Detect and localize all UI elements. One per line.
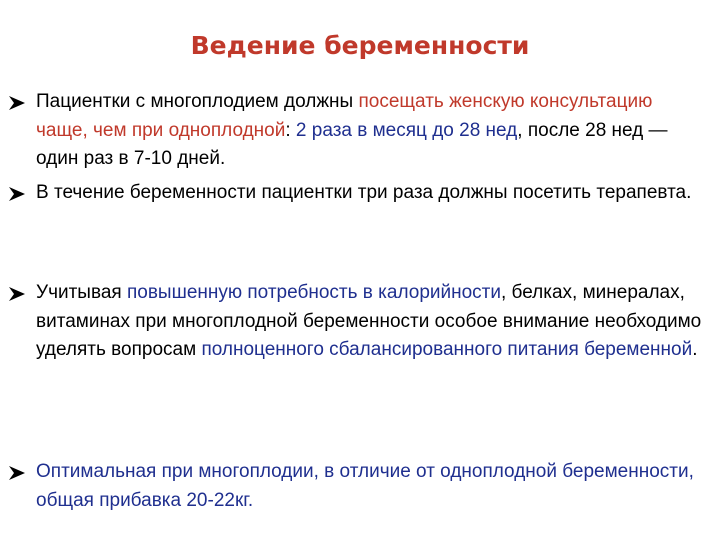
bullet-text <box>36 88 708 174</box>
bullet-item <box>8 279 708 365</box>
bullet-text <box>36 279 708 365</box>
bullet-item <box>8 88 708 174</box>
bullet-item <box>8 179 708 208</box>
bullet-text <box>36 179 708 208</box>
text-segment: . <box>692 339 698 360</box>
text-segment: Пациентки с многоплодием должны <box>36 91 359 112</box>
arrow-bullet-icon <box>8 286 26 302</box>
text-segment: 2 раза в месяц до 28 нед <box>295 119 518 141</box>
text-segment: повышенную потребность в калорийности <box>126 282 501 303</box>
text-segment: : <box>285 119 296 141</box>
text-segment: , белках, минералах, витаминах при многоплодной беременности особое внимание необходимо уделять вопросам <box>36 282 702 360</box>
bullet-item <box>8 458 708 515</box>
arrow-bullet-icon <box>8 465 26 481</box>
text-segment: полноценного сбалансированного питания беременной <box>201 339 693 360</box>
slide-title: Ведение беременности <box>190 31 530 60</box>
text-segment: Учитывая <box>36 282 127 303</box>
text-segment: Оптимальная при многоплодии, в отличие от одноплодной беременности, общая прибавка 20-22кг. <box>36 461 694 511</box>
text-segment: В течение беременности пациентки три раза должны посетить терапевта. <box>36 182 692 203</box>
arrow-bullet-icon <box>8 186 26 202</box>
arrow-bullet-icon <box>8 95 26 111</box>
bullet-text <box>36 458 708 515</box>
text-segment: посещать женскую консультацию чаще, чем при одноплодной <box>36 91 653 141</box>
text-segment: , после 28 нед — один раз в 7-10 дней. <box>36 119 668 169</box>
